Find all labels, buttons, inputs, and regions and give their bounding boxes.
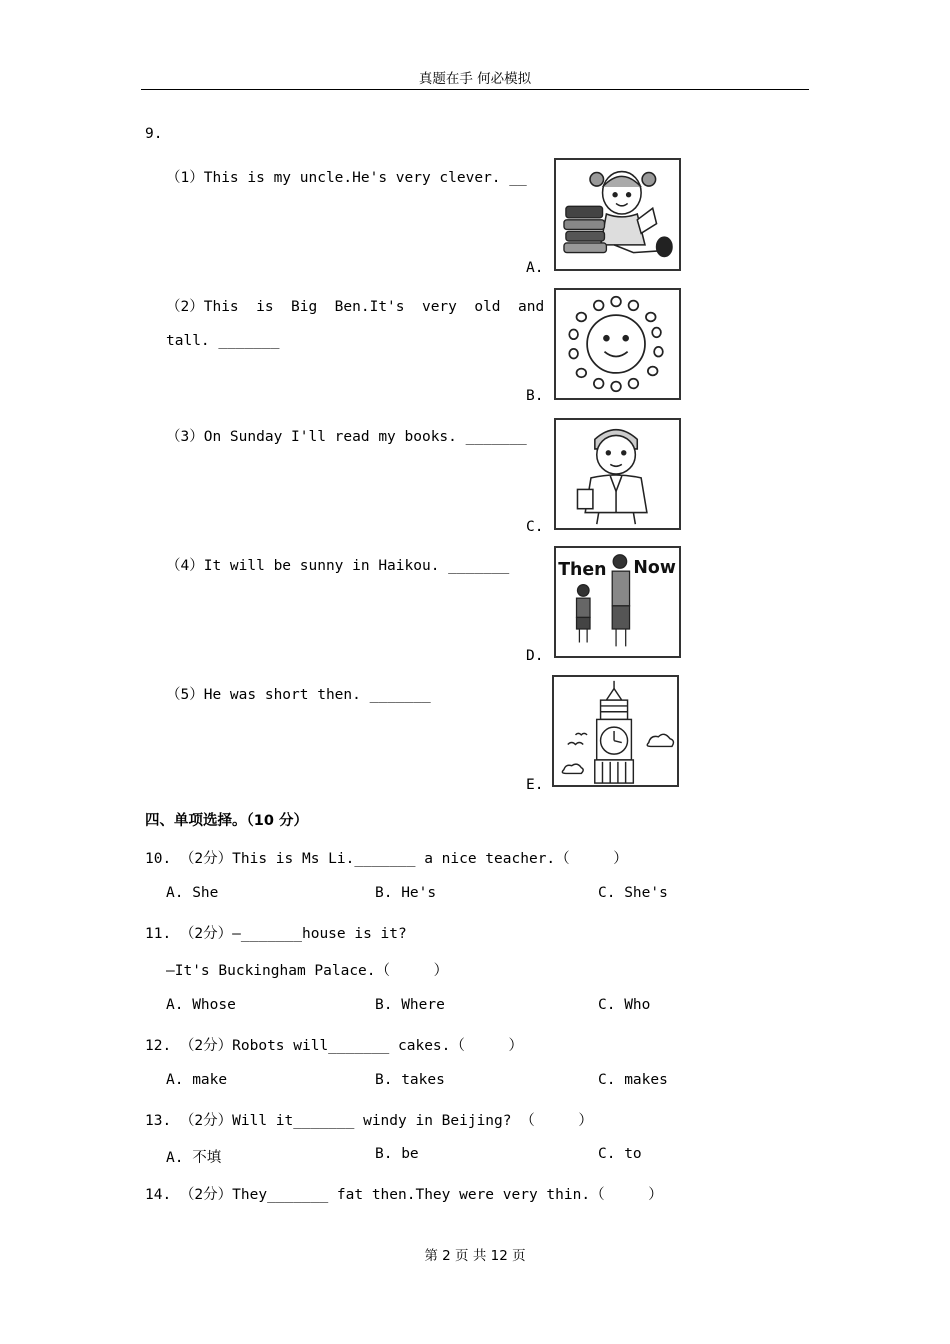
header-divider bbox=[141, 89, 809, 90]
q9-item-2: （2）This is Big Ben.It's very old and bbox=[166, 299, 545, 315]
question-11-stem: 11. （2分）—_______house is it? bbox=[145, 926, 407, 942]
q10-option-c[interactable]: C. She's bbox=[598, 885, 668, 901]
q9-item-1-text: （1）This is my uncle.He's very clever. bbox=[166, 170, 510, 186]
then-now-boys-icon bbox=[554, 546, 681, 658]
then-label: Then bbox=[558, 560, 607, 580]
q9-item-4-text: （4）It will be sunny in Haikou. bbox=[166, 558, 449, 574]
question-12-stem: 12. （2分）Robots will_______ cakes.（ ） bbox=[145, 1038, 524, 1054]
q9-item-2-blank[interactable]: _______ bbox=[218, 333, 280, 349]
q9-item-5-text: （5）He was short then. bbox=[166, 687, 370, 703]
q12-option-c[interactable]: C. makes bbox=[598, 1072, 668, 1088]
q10-option-a[interactable]: A. She bbox=[166, 885, 219, 901]
q9-item-3 bbox=[166, 425, 527, 446]
q9-option-e-label: E. bbox=[526, 777, 544, 793]
q9-option-b-label: B. bbox=[526, 388, 544, 404]
q9-item-3-text: （3）On Sunday I'll read my books. bbox=[166, 429, 466, 445]
q9-item-1 bbox=[166, 166, 527, 187]
q11-option-b[interactable]: B. Where bbox=[375, 997, 445, 1013]
q11-option-a[interactable]: A. Whose bbox=[166, 997, 236, 1013]
big-ben-tower-icon bbox=[552, 675, 679, 787]
q11-option-c[interactable]: C. Who bbox=[598, 997, 651, 1013]
q13-option-b[interactable]: B. be bbox=[375, 1146, 419, 1162]
q9-item-5-blank[interactable]: _______ bbox=[369, 687, 431, 703]
question-13-stem: 13. （2分）Will it_______ windy in Beijing? （ ） bbox=[145, 1113, 593, 1129]
section-4-title: 四、单项选择。（10 分） bbox=[145, 813, 308, 829]
q13-option-c[interactable]: C. to bbox=[598, 1146, 642, 1162]
question-14-stem: 14. （2分）They_______ fat then.They were very thin.（ ） bbox=[145, 1187, 663, 1203]
page-footer-number: 第 2 页 共 12 页 bbox=[424, 1248, 526, 1264]
q9-item-1-blank[interactable]: __ bbox=[509, 170, 527, 186]
man-in-suit-icon bbox=[554, 418, 681, 530]
q9-option-d-label: D. bbox=[526, 648, 544, 664]
smiling-sun-icon bbox=[554, 288, 681, 400]
q9-item-5 bbox=[166, 683, 431, 704]
question-10-stem: 10. （2分）This is Ms Li._______ a nice teacher.（ ） bbox=[145, 851, 628, 867]
q9-item-3-blank[interactable]: _______ bbox=[465, 429, 527, 445]
q9-item-2-cont-text: tall. bbox=[166, 333, 219, 349]
question-11-stem-continued: —It's Buckingham Palace.（ ） bbox=[166, 963, 449, 979]
q9-option-a-label: A. bbox=[526, 260, 544, 276]
q12-option-b[interactable]: B. takes bbox=[375, 1072, 445, 1088]
q10-option-b[interactable]: B. He's bbox=[375, 885, 437, 901]
girl-reading-books-icon bbox=[554, 158, 681, 271]
page-header-title: 真题在手 何必模拟 bbox=[418, 71, 532, 87]
q12-option-a[interactable]: A. make bbox=[166, 1072, 228, 1088]
q9-item-4 bbox=[166, 554, 509, 575]
q9-item-4-blank[interactable]: _______ bbox=[448, 558, 510, 574]
q9-item-2-continued bbox=[166, 333, 280, 349]
now-label: Now bbox=[633, 558, 676, 579]
question-9-number: 9. bbox=[145, 126, 163, 142]
q9-option-c-label: C. bbox=[526, 519, 544, 535]
q13-option-a[interactable]: A. 不填 bbox=[166, 1150, 222, 1166]
